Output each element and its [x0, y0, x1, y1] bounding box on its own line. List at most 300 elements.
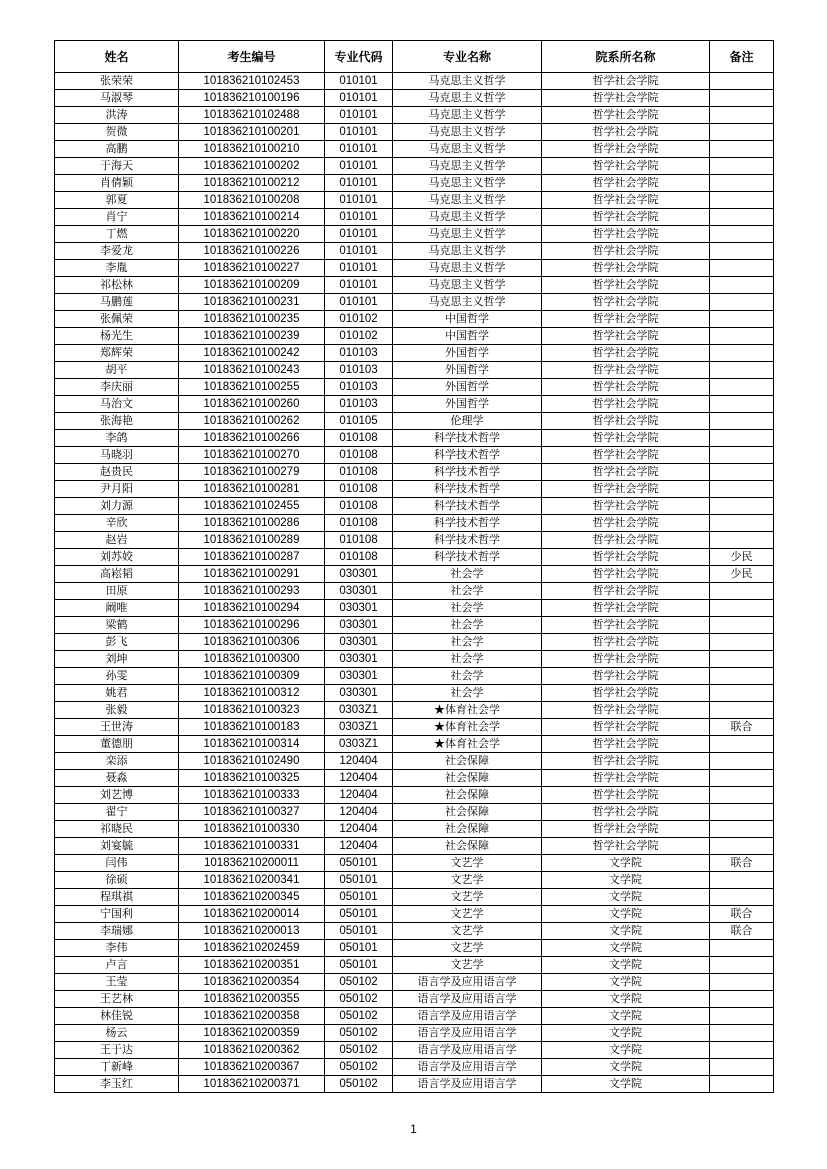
- cell-name: 李玉红: [55, 1076, 179, 1093]
- cell-remark: 联合: [710, 855, 774, 872]
- cell-department: 哲学社会学院: [542, 362, 710, 379]
- cell-remark: [710, 362, 774, 379]
- cell-department: 哲学社会学院: [542, 447, 710, 464]
- cell-name: 宁国利: [55, 906, 179, 923]
- cell-remark: [710, 940, 774, 957]
- cell-department: 文学院: [542, 940, 710, 957]
- cell-major-code: 010101: [325, 294, 393, 311]
- table-row: [55, 1025, 774, 1042]
- table-row: [55, 481, 774, 498]
- cell-remark: [710, 175, 774, 192]
- cell-major-name: 科学技术哲学: [393, 481, 542, 498]
- cell-major-code: 120404: [325, 770, 393, 787]
- cell-remark: [710, 498, 774, 515]
- cell-exam-id: 101836210100214: [179, 209, 325, 226]
- cell-major-code: 010103: [325, 345, 393, 362]
- cell-department: 哲学社会学院: [542, 532, 710, 549]
- cell-name: 董德朋: [55, 736, 179, 753]
- table-row: [55, 855, 774, 872]
- cell-major-name: 语言学及应用语言学: [393, 1059, 542, 1076]
- cell-department: 哲学社会学院: [542, 634, 710, 651]
- cell-exam-id: 101836210100333: [179, 787, 325, 804]
- cell-major-name: 语言学及应用语言学: [393, 1042, 542, 1059]
- cell-major-name: 外国哲学: [393, 362, 542, 379]
- cell-department: 哲学社会学院: [542, 617, 710, 634]
- cell-department: 哲学社会学院: [542, 226, 710, 243]
- cell-department: 哲学社会学院: [542, 515, 710, 532]
- cell-major-name: 马克思主义哲学: [393, 90, 542, 107]
- cell-department: 哲学社会学院: [542, 600, 710, 617]
- cell-name: 高鹏: [55, 141, 179, 158]
- cell-major-code: 120404: [325, 753, 393, 770]
- cell-name: 阚唯: [55, 600, 179, 617]
- cell-major-name: 马克思主义哲学: [393, 277, 542, 294]
- table-row: [55, 243, 774, 260]
- cell-major-code: 050102: [325, 974, 393, 991]
- cell-exam-id: 101836210100294: [179, 600, 325, 617]
- table-header-row: [55, 41, 774, 73]
- cell-department: 哲学社会学院: [542, 549, 710, 566]
- cell-major-code: 050102: [325, 991, 393, 1008]
- cell-exam-id: 101836210100300: [179, 651, 325, 668]
- cell-department: 文学院: [542, 872, 710, 889]
- cell-name: 李瑞娜: [55, 923, 179, 940]
- cell-major-code: 010103: [325, 396, 393, 413]
- cell-department: 哲学社会学院: [542, 124, 710, 141]
- cell-remark: 联合: [710, 719, 774, 736]
- table-row: [55, 413, 774, 430]
- cell-major-name: ★体育社会学: [393, 719, 542, 736]
- cell-remark: [710, 413, 774, 430]
- cell-name: 王艺林: [55, 991, 179, 1008]
- cell-major-name: 科学技术哲学: [393, 515, 542, 532]
- cell-exam-id: 101836210100279: [179, 464, 325, 481]
- cell-major-name: 社会学: [393, 617, 542, 634]
- cell-major-code: 010108: [325, 464, 393, 481]
- cell-major-code: 0303Z1: [325, 702, 393, 719]
- table-row: [55, 1059, 774, 1076]
- cell-major-name: 马克思主义哲学: [393, 158, 542, 175]
- table-row: [55, 90, 774, 107]
- cell-remark: [710, 770, 774, 787]
- cell-department: 哲学社会学院: [542, 90, 710, 107]
- cell-remark: [710, 736, 774, 753]
- table-row: [55, 464, 774, 481]
- cell-exam-id: 101836210100309: [179, 668, 325, 685]
- cell-remark: [710, 311, 774, 328]
- cell-major-name: 伦理学: [393, 413, 542, 430]
- cell-major-name: 马克思主义哲学: [393, 124, 542, 141]
- cell-name: 祁松林: [55, 277, 179, 294]
- cell-department: 哲学社会学院: [542, 583, 710, 600]
- cell-name: 刘宴毓: [55, 838, 179, 855]
- cell-exam-id: 101836210100212: [179, 175, 325, 192]
- cell-major-code: 050102: [325, 1059, 393, 1076]
- cell-name: 肖宁: [55, 209, 179, 226]
- table-row: [55, 974, 774, 991]
- cell-major-code: 010101: [325, 124, 393, 141]
- header-remark: 备注: [710, 41, 774, 73]
- cell-department: 哲学社会学院: [542, 702, 710, 719]
- cell-exam-id: 101836210200354: [179, 974, 325, 991]
- cell-department: 哲学社会学院: [542, 345, 710, 362]
- cell-major-code: 0303Z1: [325, 719, 393, 736]
- cell-major-name: 科学技术哲学: [393, 447, 542, 464]
- cell-remark: [710, 1076, 774, 1093]
- cell-name: 徐硕: [55, 872, 179, 889]
- table-row: [55, 566, 774, 583]
- cell-remark: [710, 804, 774, 821]
- cell-name: 尹月阳: [55, 481, 179, 498]
- cell-department: 哲学社会学院: [542, 294, 710, 311]
- cell-department: 哲学社会学院: [542, 430, 710, 447]
- cell-major-code: 030301: [325, 566, 393, 583]
- cell-major-name: 科学技术哲学: [393, 549, 542, 566]
- cell-department: 哲学社会学院: [542, 770, 710, 787]
- cell-name: 闫伟: [55, 855, 179, 872]
- cell-major-name: 文艺学: [393, 855, 542, 872]
- cell-major-name: 语言学及应用语言学: [393, 1076, 542, 1093]
- cell-remark: [710, 600, 774, 617]
- cell-major-code: 030301: [325, 685, 393, 702]
- cell-department: 哲学社会学院: [542, 736, 710, 753]
- cell-department: 哲学社会学院: [542, 141, 710, 158]
- cell-major-name: 马克思主义哲学: [393, 175, 542, 192]
- cell-department: 哲学社会学院: [542, 753, 710, 770]
- cell-remark: [710, 702, 774, 719]
- cell-remark: [710, 532, 774, 549]
- cell-major-name: 马克思主义哲学: [393, 107, 542, 124]
- cell-major-code: 030301: [325, 634, 393, 651]
- cell-major-code: 010108: [325, 532, 393, 549]
- cell-department: 哲学社会学院: [542, 379, 710, 396]
- cell-major-code: 010101: [325, 73, 393, 90]
- table-row: [55, 73, 774, 90]
- table-row: [55, 260, 774, 277]
- cell-major-name: 马克思主义哲学: [393, 260, 542, 277]
- cell-major-name: 社会学: [393, 634, 542, 651]
- cell-name: 刘苏姣: [55, 549, 179, 566]
- cell-name: 郑辉荣: [55, 345, 179, 362]
- cell-exam-id: 101836210102490: [179, 753, 325, 770]
- cell-department: 文学院: [542, 974, 710, 991]
- cell-exam-id: 101836210100296: [179, 617, 325, 634]
- cell-major-name: 社会保障: [393, 838, 542, 855]
- cell-major-code: 050101: [325, 940, 393, 957]
- table-row: [55, 277, 774, 294]
- table-row: [55, 141, 774, 158]
- table-row: [55, 226, 774, 243]
- cell-remark: [710, 73, 774, 90]
- cell-major-name: 文艺学: [393, 940, 542, 957]
- cell-department: 哲学社会学院: [542, 719, 710, 736]
- cell-remark: [710, 685, 774, 702]
- cell-name: 丁新峰: [55, 1059, 179, 1076]
- cell-department: 文学院: [542, 855, 710, 872]
- cell-major-code: 050101: [325, 855, 393, 872]
- cell-major-code: 010101: [325, 209, 393, 226]
- cell-department: 哲学社会学院: [542, 821, 710, 838]
- cell-major-name: 科学技术哲学: [393, 532, 542, 549]
- cell-major-code: 120404: [325, 838, 393, 855]
- cell-remark: [710, 515, 774, 532]
- cell-department: 哲学社会学院: [542, 685, 710, 702]
- cell-remark: 联合: [710, 906, 774, 923]
- cell-major-code: 010105: [325, 413, 393, 430]
- table-row: [55, 702, 774, 719]
- cell-major-code: 010102: [325, 328, 393, 345]
- cell-major-code: 010108: [325, 549, 393, 566]
- cell-exam-id: 101836210100286: [179, 515, 325, 532]
- cell-major-name: 马克思主义哲学: [393, 226, 542, 243]
- table-row: [55, 668, 774, 685]
- table-row: [55, 447, 774, 464]
- table-row: [55, 430, 774, 447]
- cell-exam-id: 101836210100330: [179, 821, 325, 838]
- cell-exam-id: 101836210200358: [179, 1008, 325, 1025]
- cell-name: 胡平: [55, 362, 179, 379]
- cell-exam-id: 101836210100325: [179, 770, 325, 787]
- cell-remark: [710, 430, 774, 447]
- cell-major-code: 010101: [325, 243, 393, 260]
- cell-remark: [710, 345, 774, 362]
- cell-major-code: 0303Z1: [325, 736, 393, 753]
- cell-major-name: 文艺学: [393, 906, 542, 923]
- table-row: [55, 991, 774, 1008]
- table-row: [55, 532, 774, 549]
- cell-major-code: 050101: [325, 906, 393, 923]
- cell-department: 哲学社会学院: [542, 277, 710, 294]
- cell-exam-id: 101836210102455: [179, 498, 325, 515]
- cell-exam-id: 101836210100243: [179, 362, 325, 379]
- cell-name: 祁晓民: [55, 821, 179, 838]
- table-row: [55, 804, 774, 821]
- cell-exam-id: 101836210100266: [179, 430, 325, 447]
- cell-department: 文学院: [542, 906, 710, 923]
- cell-name: 贺微: [55, 124, 179, 141]
- header-exam-id: 考生编号: [179, 41, 325, 73]
- cell-name: 张荣荣: [55, 73, 179, 90]
- cell-major-name: 社会学: [393, 600, 542, 617]
- cell-remark: [710, 668, 774, 685]
- cell-exam-id: 101836210200345: [179, 889, 325, 906]
- cell-exam-id: 101836210100210: [179, 141, 325, 158]
- cell-name: 翟宁: [55, 804, 179, 821]
- cell-remark: [710, 787, 774, 804]
- cell-remark: [710, 634, 774, 651]
- cell-remark: [710, 124, 774, 141]
- cell-exam-id: 101836210200355: [179, 991, 325, 1008]
- table-row: [55, 787, 774, 804]
- cell-exam-id: 101836210100312: [179, 685, 325, 702]
- cell-remark: [710, 90, 774, 107]
- cell-name: 李爱龙: [55, 243, 179, 260]
- cell-major-code: 120404: [325, 787, 393, 804]
- cell-major-code: 010108: [325, 481, 393, 498]
- cell-remark: [710, 1059, 774, 1076]
- table-row: [55, 957, 774, 974]
- cell-major-name: 社会保障: [393, 770, 542, 787]
- cell-department: 哲学社会学院: [542, 481, 710, 498]
- cell-department: 哲学社会学院: [542, 498, 710, 515]
- table-row: [55, 651, 774, 668]
- cell-major-name: 文艺学: [393, 923, 542, 940]
- cell-major-name: 马克思主义哲学: [393, 243, 542, 260]
- table-row: [55, 906, 774, 923]
- header-department: 院系所名称: [542, 41, 710, 73]
- cell-major-name: 社会保障: [393, 753, 542, 770]
- table-row: [55, 1008, 774, 1025]
- cell-major-name: 马克思主义哲学: [393, 192, 542, 209]
- cell-remark: [710, 1042, 774, 1059]
- cell-remark: [710, 838, 774, 855]
- cell-major-code: 050101: [325, 923, 393, 940]
- table-row: [55, 770, 774, 787]
- table-row: [55, 719, 774, 736]
- table-row: [55, 753, 774, 770]
- cell-major-code: 030301: [325, 651, 393, 668]
- cell-remark: [710, 447, 774, 464]
- cell-department: 哲学社会学院: [542, 328, 710, 345]
- cell-department: 哲学社会学院: [542, 804, 710, 821]
- cell-major-code: 010101: [325, 226, 393, 243]
- cell-remark: [710, 974, 774, 991]
- cell-major-name: 科学技术哲学: [393, 430, 542, 447]
- cell-remark: [710, 107, 774, 124]
- cell-remark: 联合: [710, 923, 774, 940]
- cell-name: 王莹: [55, 974, 179, 991]
- cell-exam-id: 101836210200014: [179, 906, 325, 923]
- cell-exam-id: 101836210100235: [179, 311, 325, 328]
- cell-exam-id: 101836210100183: [179, 719, 325, 736]
- table-row: [55, 209, 774, 226]
- header-major-name: 专业名称: [393, 41, 542, 73]
- table-row: [55, 1076, 774, 1093]
- cell-department: 文学院: [542, 1008, 710, 1025]
- cell-name: 张佩荣: [55, 311, 179, 328]
- cell-major-code: 030301: [325, 668, 393, 685]
- cell-name: 田原: [55, 583, 179, 600]
- table-row: [55, 940, 774, 957]
- table-row: [55, 328, 774, 345]
- cell-major-name: 社会学: [393, 668, 542, 685]
- table-row: [55, 515, 774, 532]
- cell-major-name: 社会学: [393, 583, 542, 600]
- table-row: [55, 396, 774, 413]
- cell-remark: [710, 328, 774, 345]
- cell-name: 杨云: [55, 1025, 179, 1042]
- table-row: [55, 345, 774, 362]
- cell-name: 李伟: [55, 940, 179, 957]
- cell-department: 哲学社会学院: [542, 175, 710, 192]
- cell-remark: [710, 192, 774, 209]
- table-row: [55, 821, 774, 838]
- table-row: [55, 838, 774, 855]
- cell-exam-id: 101836210100287: [179, 549, 325, 566]
- cell-exam-id: 101836210200013: [179, 923, 325, 940]
- cell-department: 哲学社会学院: [542, 158, 710, 175]
- cell-name: 梁鹤: [55, 617, 179, 634]
- cell-major-name: 社会学: [393, 566, 542, 583]
- cell-name: 李庆丽: [55, 379, 179, 396]
- cell-exam-id: 101836210100209: [179, 277, 325, 294]
- cell-major-name: 马克思主义哲学: [393, 141, 542, 158]
- cell-name: 丁燃: [55, 226, 179, 243]
- table-row: [55, 124, 774, 141]
- cell-name: 刘力源: [55, 498, 179, 515]
- cell-name: 王于达: [55, 1042, 179, 1059]
- cell-name: 李鸽: [55, 430, 179, 447]
- cell-department: 哲学社会学院: [542, 192, 710, 209]
- cell-name: 辛欣: [55, 515, 179, 532]
- cell-remark: [710, 294, 774, 311]
- cell-department: 文学院: [542, 1059, 710, 1076]
- cell-remark: [710, 379, 774, 396]
- cell-remark: [710, 209, 774, 226]
- cell-department: 文学院: [542, 957, 710, 974]
- cell-exam-id: 101836210100291: [179, 566, 325, 583]
- cell-name: 刘坤: [55, 651, 179, 668]
- cell-name: 郭夏: [55, 192, 179, 209]
- cell-department: 文学院: [542, 889, 710, 906]
- cell-department: 哲学社会学院: [542, 413, 710, 430]
- table-row: [55, 192, 774, 209]
- cell-department: 哲学社会学院: [542, 243, 710, 260]
- table-row: [55, 294, 774, 311]
- cell-exam-id: 101836210200351: [179, 957, 325, 974]
- cell-exam-id: 101836210100323: [179, 702, 325, 719]
- cell-remark: 少民: [710, 549, 774, 566]
- cell-department: 哲学社会学院: [542, 651, 710, 668]
- cell-major-code: 030301: [325, 600, 393, 617]
- cell-major-name: 语言学及应用语言学: [393, 1008, 542, 1025]
- cell-major-code: 010103: [325, 379, 393, 396]
- cell-name: 刘艺博: [55, 787, 179, 804]
- cell-major-code: 010108: [325, 498, 393, 515]
- cell-exam-id: 101836210200011: [179, 855, 325, 872]
- cell-exam-id: 101836210102488: [179, 107, 325, 124]
- cell-major-name: 社会学: [393, 651, 542, 668]
- cell-major-code: 010108: [325, 447, 393, 464]
- cell-name: 杨光生: [55, 328, 179, 345]
- cell-remark: [710, 1025, 774, 1042]
- cell-major-name: ★体育社会学: [393, 702, 542, 719]
- table-row: [55, 685, 774, 702]
- cell-major-name: 社会保障: [393, 787, 542, 804]
- cell-major-name: ★体育社会学: [393, 736, 542, 753]
- cell-remark: [710, 226, 774, 243]
- cell-major-code: 050101: [325, 872, 393, 889]
- cell-major-name: 外国哲学: [393, 345, 542, 362]
- cell-exam-id: 101836210100293: [179, 583, 325, 600]
- cell-remark: [710, 753, 774, 770]
- cell-major-name: 语言学及应用语言学: [393, 974, 542, 991]
- cell-remark: [710, 651, 774, 668]
- cell-remark: [710, 277, 774, 294]
- cell-major-name: 马克思主义哲学: [393, 73, 542, 90]
- header-name: 姓名: [55, 41, 179, 73]
- cell-name: 马鹏莲: [55, 294, 179, 311]
- cell-major-name: 文艺学: [393, 957, 542, 974]
- cell-major-code: 010101: [325, 192, 393, 209]
- cell-name: 李胤: [55, 260, 179, 277]
- cell-exam-id: 101836210200362: [179, 1042, 325, 1059]
- cell-major-name: 科学技术哲学: [393, 498, 542, 515]
- cell-department: 哲学社会学院: [542, 787, 710, 804]
- cell-exam-id: 101836210100226: [179, 243, 325, 260]
- page-number: 1: [410, 1122, 417, 1136]
- header-major-code: 专业代码: [325, 41, 393, 73]
